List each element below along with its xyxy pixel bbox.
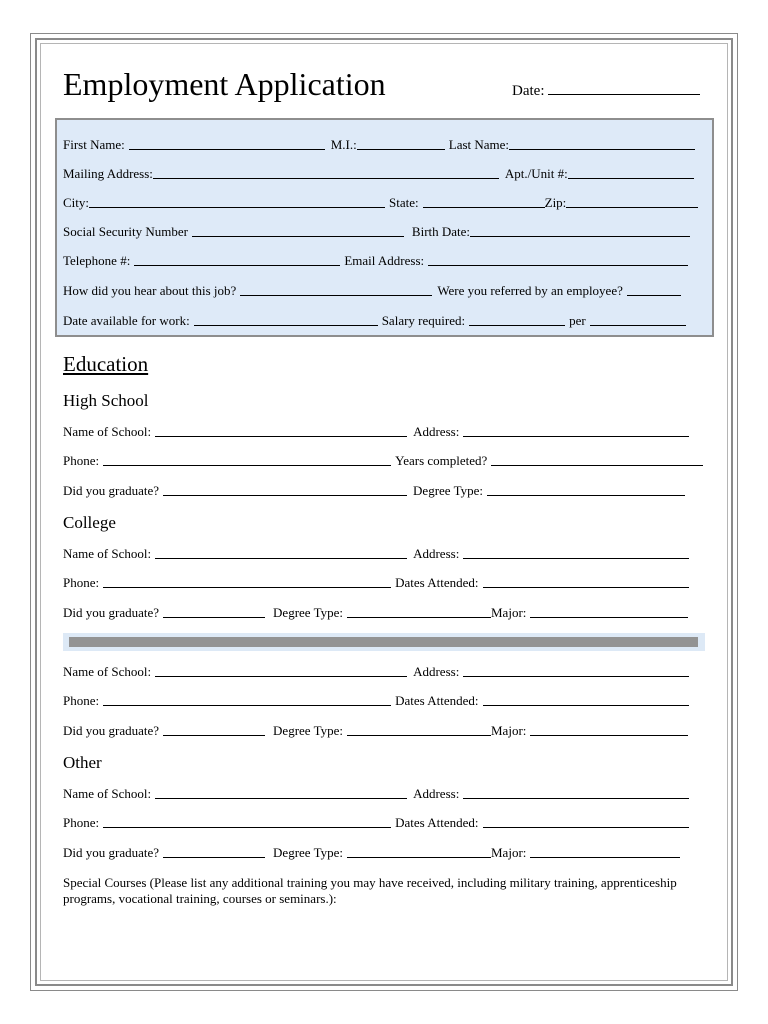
telephone-row [63, 252, 688, 270]
oth-dates-label: Dates Attended: [395, 815, 479, 830]
col2-graduate-label: Did you graduate? [63, 723, 160, 738]
oth-graduate-label: Did you graduate? [63, 845, 160, 860]
col2-degree-label: Degree Type: [273, 723, 343, 738]
section-divider [63, 633, 705, 651]
hs-phone-field[interactable] [103, 465, 391, 466]
city-label: City: [63, 195, 90, 210]
col-school-row [63, 545, 689, 563]
ssn-row [63, 223, 690, 241]
hear-about-label: How did you hear about this job? [63, 283, 237, 298]
ssn-label: Social Security Number [63, 224, 188, 239]
col2-dates-label: Dates Attended: [395, 693, 479, 708]
date-available-label: Date available for work: [63, 313, 190, 328]
other-heading: Other [63, 753, 102, 772]
col-graduate-field[interactable] [163, 617, 265, 618]
col-phone-field[interactable] [103, 587, 391, 588]
date-available-field[interactable] [194, 325, 378, 326]
col-phone-label: Phone: [63, 575, 100, 590]
hs-graduate-label: Did you graduate? [63, 483, 160, 498]
telephone-field[interactable] [134, 265, 340, 266]
oth-phone-label: Phone: [63, 815, 100, 830]
birth-date-label: Birth Date: [411, 224, 471, 239]
mi-field[interactable] [357, 149, 445, 150]
hs-school-row [63, 423, 689, 441]
referred-label: Were you referred by an employee? [437, 283, 623, 298]
col-dates-field[interactable] [483, 587, 689, 588]
col-phone-row [63, 574, 689, 592]
telephone-label: Telephone #: [63, 253, 131, 268]
oth-school-row [63, 785, 689, 803]
mailing-address-field[interactable] [153, 178, 499, 179]
oth-graduate-field[interactable] [163, 857, 265, 858]
col-dates-label: Dates Attended: [395, 575, 479, 590]
col2-address-label: Address: [413, 664, 460, 679]
date-label: Date: [512, 83, 545, 99]
state-field[interactable] [423, 207, 545, 208]
hs-address-label: Address: [413, 424, 460, 439]
mi-label: M.I.: [330, 137, 357, 152]
col2-phone-row [63, 692, 689, 710]
date-line[interactable] [548, 80, 700, 95]
special-courses-text: Special Courses (Please list any additional training you may have received, including military training, apprenticeship programs, vocational training, courses or seminars.): [63, 875, 677, 906]
col-graduate-row [63, 604, 688, 622]
birth-date-field[interactable] [470, 236, 690, 237]
city-row [63, 194, 698, 212]
mailing-address-label: Mailing Address: [63, 166, 153, 181]
ssn-field[interactable] [192, 236, 404, 237]
col-school-label: Name of School: [63, 546, 152, 561]
col-school-field[interactable] [155, 558, 407, 559]
hs-degree-field[interactable] [487, 495, 685, 496]
hs-graduate-row [63, 482, 685, 500]
hs-years-label: Years completed? [395, 453, 488, 468]
col-degree-label: Degree Type: [273, 605, 343, 620]
email-label: Email Address: [344, 253, 425, 268]
oth-degree-field[interactable] [347, 857, 491, 858]
name-row [63, 136, 695, 154]
col-address-field[interactable] [463, 558, 689, 559]
oth-graduate-row [63, 844, 680, 862]
city-field[interactable] [89, 207, 385, 208]
oth-phone-field[interactable] [103, 827, 391, 828]
address-row [63, 165, 694, 183]
first-name-label: First Name: [63, 137, 125, 152]
hs-phone-row [63, 452, 703, 470]
col-major-label: Major: [491, 605, 527, 620]
date-field[interactable] [512, 80, 700, 101]
apt-field[interactable] [568, 178, 694, 179]
hs-school-field[interactable] [155, 436, 407, 437]
col-graduate-label: Did you graduate? [63, 605, 160, 620]
oth-degree-label: Degree Type: [273, 845, 343, 860]
oth-school-label: Name of School: [63, 786, 152, 801]
hs-school-label: Name of School: [63, 424, 152, 439]
page-title: Employment Application [63, 66, 386, 102]
col2-phone-field[interactable] [103, 705, 391, 706]
oth-major-label: Major: [491, 845, 527, 860]
state-label: State: [389, 195, 419, 210]
oth-school-field[interactable] [155, 798, 407, 799]
oth-address-label: Address: [413, 786, 460, 801]
per-label: per [569, 313, 586, 328]
first-name-field[interactable] [129, 149, 325, 150]
referred-field[interactable] [627, 295, 681, 296]
last-name-field[interactable] [509, 149, 695, 150]
oth-phone-row [63, 814, 689, 832]
hs-graduate-field[interactable] [163, 495, 407, 496]
hs-degree-label: Degree Type: [413, 483, 483, 498]
apt-label: Apt./Unit #: [504, 166, 568, 181]
last-name-label: Last Name: [448, 137, 510, 152]
col2-dates-field[interactable] [483, 705, 689, 706]
hs-years-field[interactable] [491, 465, 703, 466]
col2-major-label: Major: [491, 723, 527, 738]
hs-address-field[interactable] [463, 436, 689, 437]
oth-address-field[interactable] [463, 798, 689, 799]
col-address-label: Address: [413, 546, 460, 561]
education-heading: Education [63, 352, 149, 376]
salary-field[interactable] [469, 325, 565, 326]
col2-graduate-field[interactable] [163, 735, 265, 736]
col2-graduate-row [63, 722, 688, 740]
col2-phone-label: Phone: [63, 693, 100, 708]
col-major-field[interactable] [530, 617, 688, 618]
zip-label: Zip: [544, 195, 567, 210]
email-field[interactable] [428, 265, 688, 266]
hear-about-row [63, 282, 681, 300]
col2-major-field[interactable] [530, 735, 688, 736]
col-degree-field[interactable] [347, 617, 491, 618]
col2-degree-field[interactable] [347, 735, 491, 736]
col2-school-field[interactable] [155, 676, 407, 677]
col2-school-label: Name of School: [63, 664, 152, 679]
per-field[interactable] [590, 325, 686, 326]
salary-label: Salary required: [381, 313, 466, 328]
oth-major-field[interactable] [530, 857, 680, 858]
col2-school-row [63, 663, 689, 681]
oth-dates-field[interactable] [483, 827, 689, 828]
hs-phone-label: Phone: [63, 453, 100, 468]
zip-field[interactable] [566, 207, 698, 208]
high-school-heading: High School [63, 391, 149, 410]
hear-about-field[interactable] [240, 295, 432, 296]
college-heading: College [63, 513, 116, 532]
availability-row [63, 312, 686, 330]
col2-address-field[interactable] [463, 676, 689, 677]
